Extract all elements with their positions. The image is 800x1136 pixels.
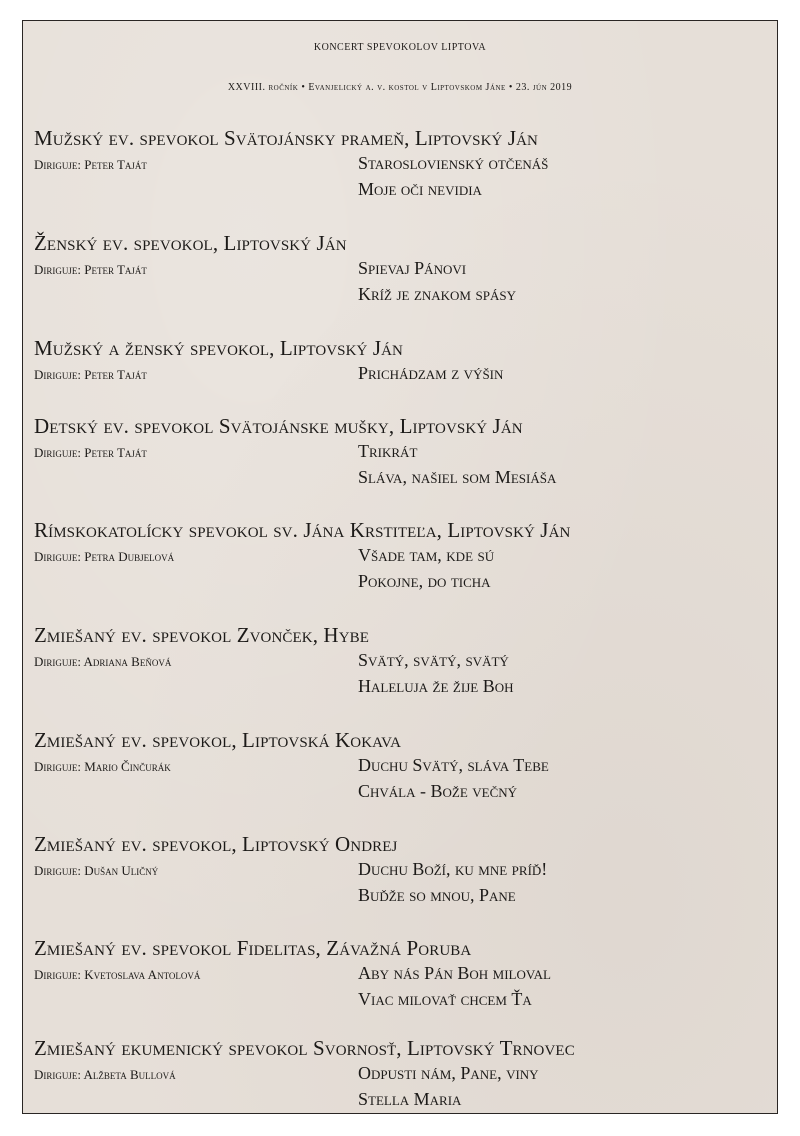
song-row <box>34 674 774 700</box>
choir-name: Mužský ev. spevokol Svätojánsky prameň, Liptovský Ján <box>34 126 538 150</box>
conductor-row <box>34 648 774 674</box>
conductor-name: Diriguje: Peter Taját <box>34 262 147 277</box>
conductor-name: Diriguje: Kvetoslava Antolová <box>34 967 201 982</box>
song-title: Spievaj Pánovi <box>358 258 467 278</box>
song-row <box>34 569 774 595</box>
conductor-row <box>34 256 774 282</box>
choir-name: Zmiešaný ev. spevokol Zvonček, Hybe <box>34 623 369 647</box>
song-row <box>34 779 774 805</box>
choir-name: Ženský ev. spevokol, Liptovský Ján <box>34 231 347 255</box>
conductor-name: Diriguje: Mario Činčurák <box>34 759 171 774</box>
conductor-row <box>34 857 774 883</box>
choir-block <box>34 727 774 805</box>
conductor-row <box>34 361 774 387</box>
song-row <box>34 177 774 203</box>
choir-name: Zmiešaný ekumenický spevokol Svornosť, Liptovský Trnovec <box>34 1036 575 1060</box>
song-row <box>34 987 774 1013</box>
song-title: Viac milovať chcem Ťa <box>358 989 532 1009</box>
song-title: Aby nás Pán Boh miloval <box>358 963 551 983</box>
choir-block <box>34 335 774 387</box>
choir-block <box>34 517 774 595</box>
program-title: KONCERT SPEVOKOLOV LIPTOVA <box>313 42 487 53</box>
song-title: Odpusti nám, Pane, viny <box>358 1063 539 1083</box>
conductor-name: Diriguje: Dušan Uličný <box>34 863 159 878</box>
conductor-name: Diriguje: Alžbeta Bullová <box>34 1067 176 1082</box>
choir-block <box>34 125 774 203</box>
choir-name: Mužský a ženský spevokol, Liptovský Ján <box>34 336 403 360</box>
song-title: Chvála - Bože večný <box>358 781 518 801</box>
song-row <box>34 883 774 909</box>
song-title: Duchu Svätý, sláva Tebe <box>358 755 549 775</box>
song-title: Sláva, našiel som Mesiáša <box>358 467 557 487</box>
choir-name: Zmiešaný ev. spevokol Fidelitas, Závažná Poruba <box>34 936 472 960</box>
program-subtitle: XXVIII. ročník • Evanjelický a. v. kostol v Liptovskom Jáne • 23. jún 2019 <box>227 82 573 93</box>
choir-block <box>34 622 774 700</box>
choir-name: Zmiešaný ev. spevokol, Liptovská Kokava <box>34 728 402 752</box>
conductor-row <box>34 151 774 177</box>
choir-name: Zmiešaný ev. spevokol, Liptovský Ondrej <box>34 832 398 856</box>
conductor-name: Diriguje: Adriana Beňová <box>34 654 172 669</box>
song-row <box>34 1087 774 1113</box>
song-title: Stella Maria <box>358 1089 462 1109</box>
song-row <box>34 282 774 308</box>
song-title: Duchu Boží, ku mne príď! <box>358 859 548 879</box>
song-title: Všade tam, kde sú <box>358 545 495 565</box>
conductor-name: Diriguje: Petra Dubjelová <box>34 549 175 564</box>
song-title: Kríž je znakom spásy <box>358 284 516 304</box>
choir-block <box>34 230 774 308</box>
choir-block <box>34 831 774 909</box>
concert-program-sheet <box>22 20 778 1114</box>
conductor-row <box>34 439 774 465</box>
conductor-row <box>34 543 774 569</box>
conductor-name: Diriguje: Peter Taját <box>34 367 147 382</box>
song-title: Buďže so mnou, Pane <box>358 885 516 905</box>
song-title: Pokojne, do ticha <box>358 571 491 591</box>
song-title: Moje oči nevidia <box>358 179 482 199</box>
song-title: Svätý, svätý, svätý <box>358 650 509 670</box>
choir-block <box>34 1035 774 1113</box>
song-title: Prichádzam z výšin <box>358 363 504 383</box>
song-title: Staroslovienský otčenáš <box>358 153 549 173</box>
conductor-name: Diriguje: Peter Taját <box>34 445 147 460</box>
choir-block <box>34 413 774 491</box>
song-row <box>34 465 774 491</box>
conductor-row <box>34 961 774 987</box>
song-title: Haleluja že žije Boh <box>358 676 514 696</box>
conductor-row <box>34 1061 774 1087</box>
choir-block <box>34 935 774 1013</box>
choir-name: Detský ev. spevokol Svätojánske mušky, Liptovský Ján <box>34 414 523 438</box>
conductor-row <box>34 753 774 779</box>
choir-name: Rímskokatolícky spevokol sv. Jána Krstiteľa, Liptovský Ján <box>34 518 571 542</box>
song-title: Trikrát <box>358 441 418 461</box>
conductor-name: Diriguje: Peter Taját <box>34 157 147 172</box>
